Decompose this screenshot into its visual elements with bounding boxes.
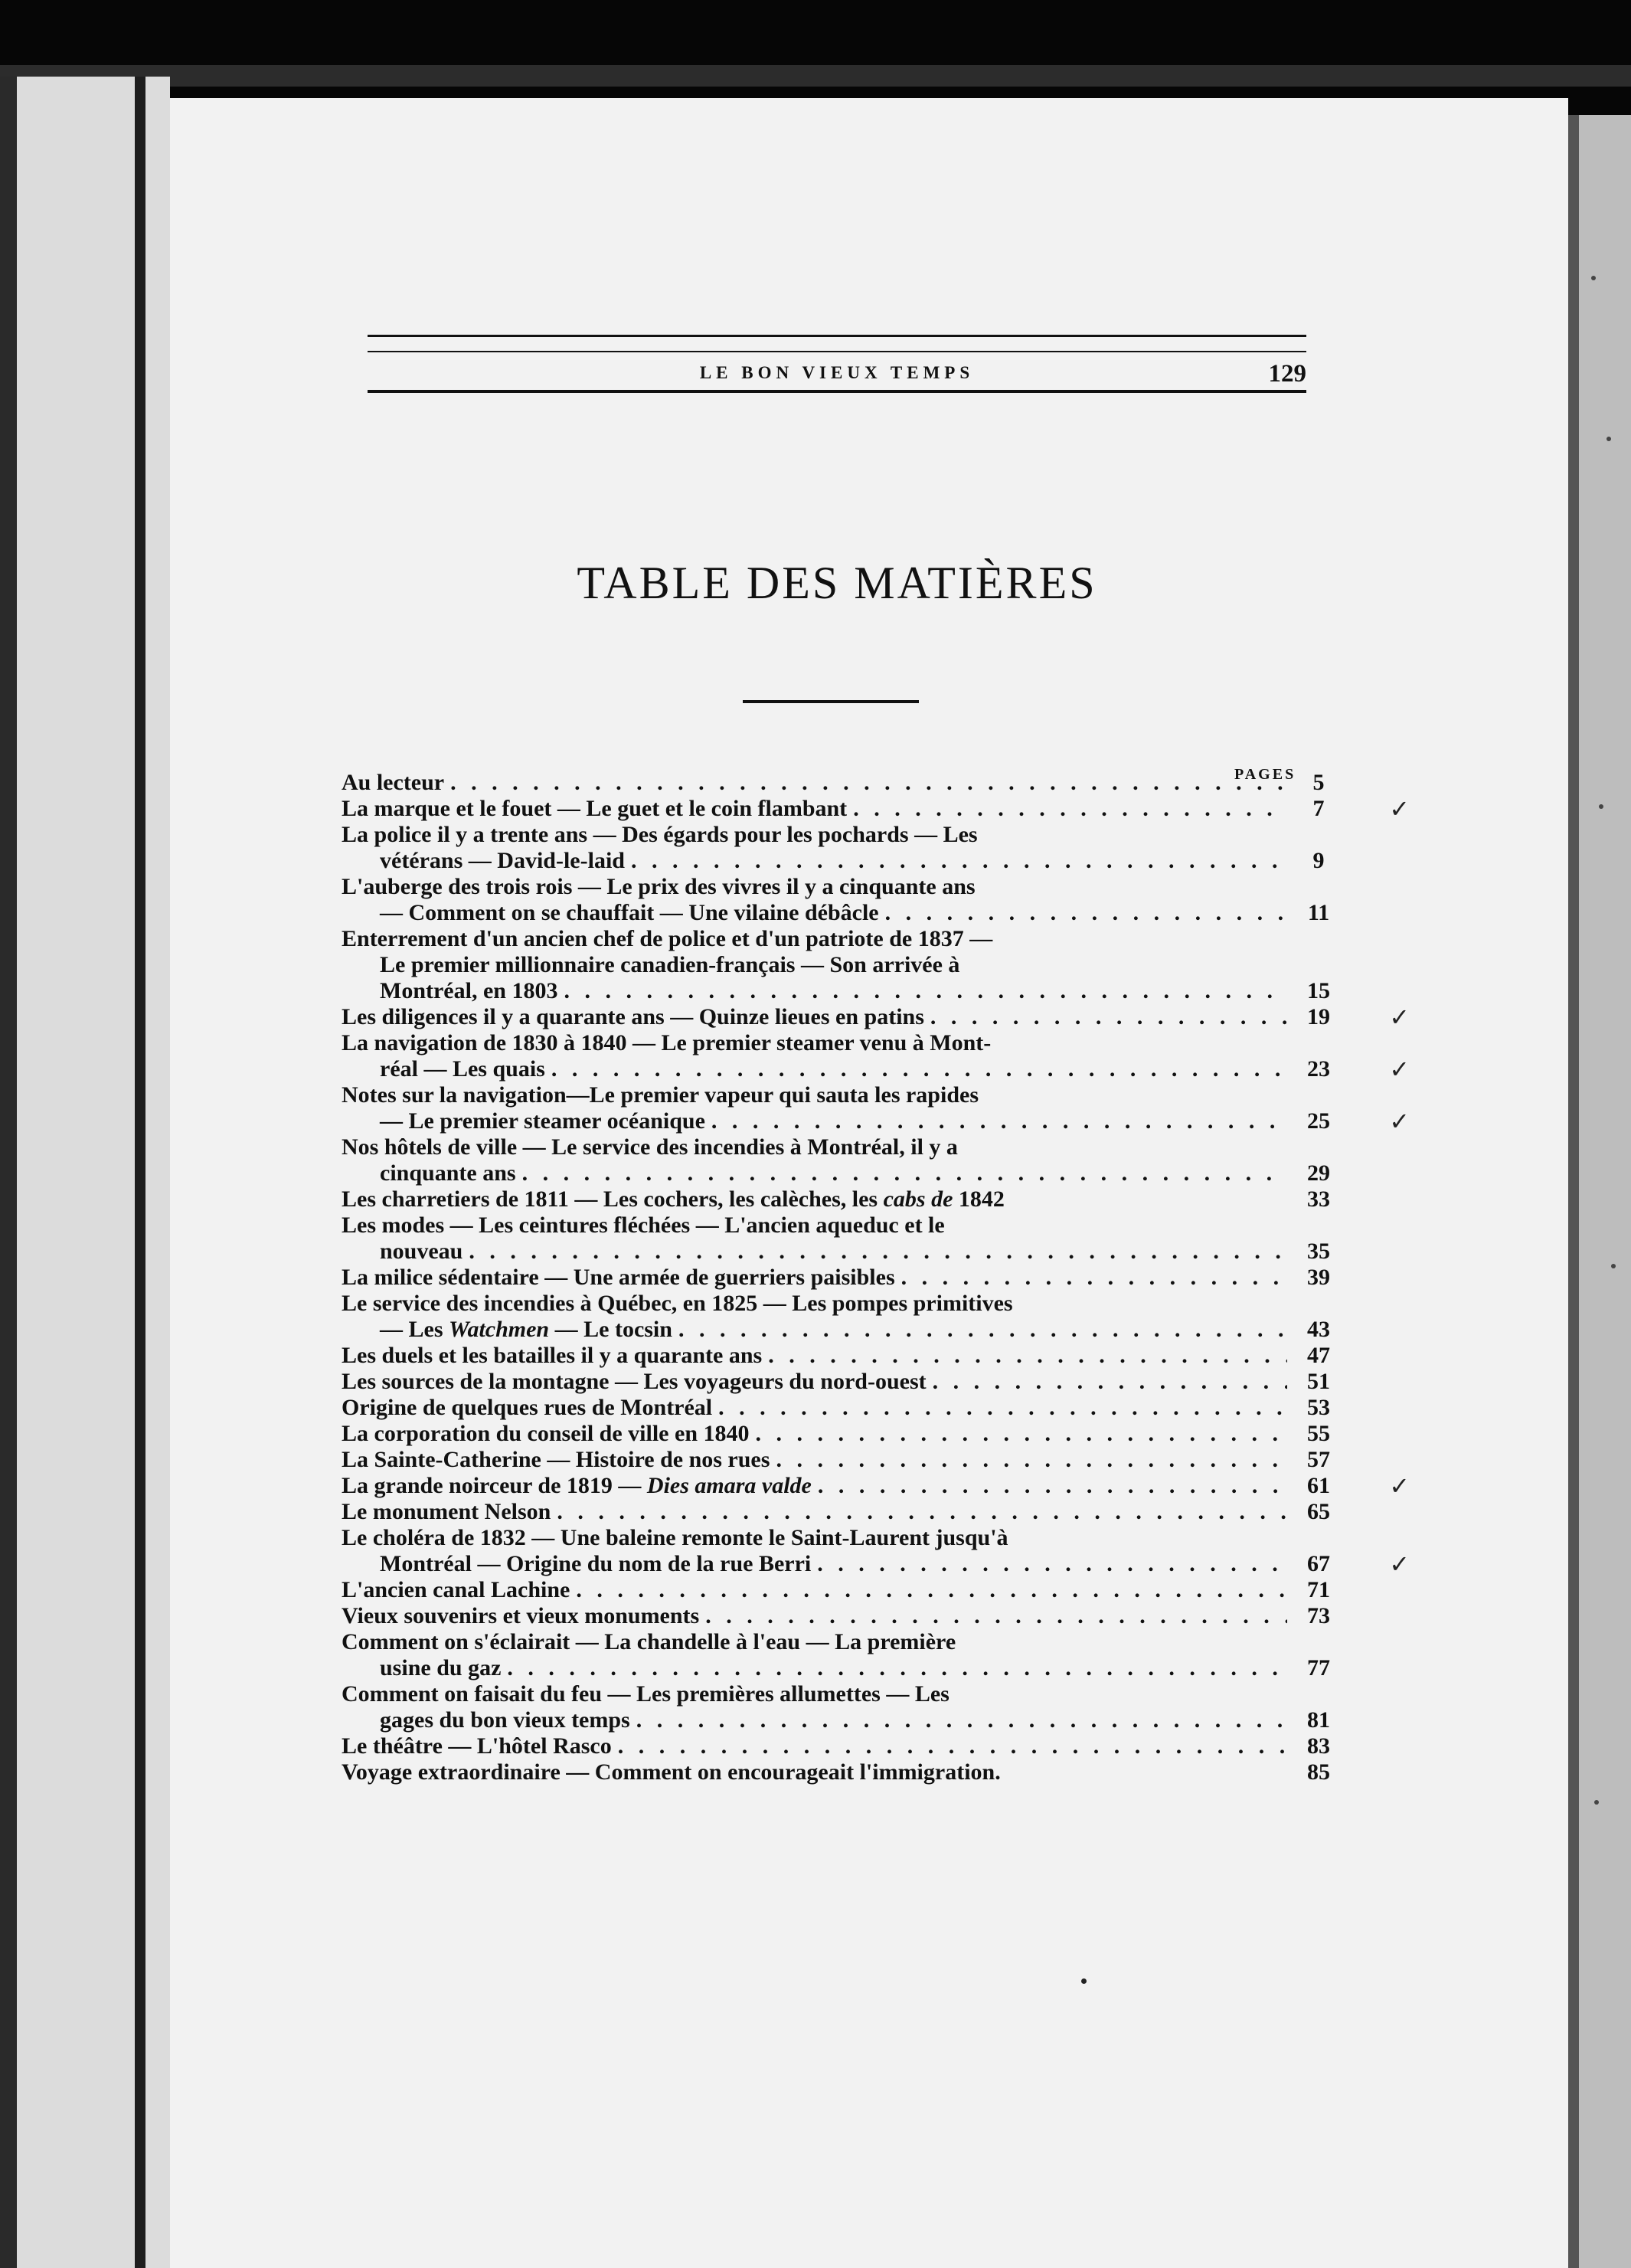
page-ref: 83 (1307, 1733, 1330, 1759)
page-ref: 39 (1307, 1265, 1330, 1290)
toc-entry (342, 1134, 1330, 1186)
header-rule-second (368, 351, 1306, 352)
page-ref: 9 (1312, 848, 1325, 873)
toc-entry-line: Le choléra de 1832 — Une baleine remonte le Saint-Laurent jusqu'à (342, 1525, 1008, 1550)
page-ref: 35 (1307, 1239, 1330, 1264)
dot-leader (818, 1473, 1287, 1499)
dot-leader (930, 1004, 1287, 1030)
page-ref: 81 (1307, 1707, 1330, 1733)
speck (1594, 1800, 1599, 1805)
toc-entry-line: réal — Les quais . . . 23 ✓ (342, 1056, 1287, 1082)
toc-entry-line: L'auberge des trois rois — Le prix des vivres il y a cinquante ans (342, 874, 976, 899)
toc-entry (342, 770, 1325, 796)
page-ref: 57 (1307, 1447, 1330, 1472)
toc-entry-line: cinquante ans . . . 29 (342, 1160, 1287, 1186)
check-mark-icon: ✓ (1389, 1472, 1410, 1500)
facing-page-edge (0, 77, 170, 2268)
toc-entry (342, 1291, 1330, 1343)
toc-entry (342, 1499, 1330, 1525)
toc-entry-line: Les duels et les batailles il y a quarante ans . . . 47 (342, 1343, 1287, 1369)
dot-leader (705, 1603, 1287, 1629)
toc-entry (342, 1733, 1330, 1759)
toc-entry-line: Vieux souvenirs et vieux monuments . . . 73 (342, 1603, 1287, 1629)
pages-column-label: PAGES (1234, 766, 1296, 783)
toc-entry (342, 795, 1410, 823)
toc-entry (342, 1759, 1330, 1785)
toc-entry-line: nouveau . . . 35 (342, 1239, 1287, 1265)
toc-entry-line: Le premier millionnaire canadien-français — Son arrivée à (380, 952, 960, 977)
toc-entry-line: Les sources de la montagne — Les voyageurs du nord-ouest . . . 51 (342, 1369, 1287, 1395)
toc-entry (342, 1603, 1330, 1629)
page-ref: 71 (1307, 1577, 1330, 1602)
dot-leader (618, 1733, 1287, 1759)
page-ref: 65 (1307, 1499, 1330, 1524)
header-rule-top (368, 335, 1306, 337)
dot-leader (522, 1160, 1287, 1186)
toc-entry-line: La Sainte-Catherine — Histoire de nos rues . . . 57 (342, 1447, 1287, 1473)
toc-entry (342, 1472, 1410, 1500)
page-ref: 11 (1307, 900, 1330, 925)
toc-entry-line: Le monument Nelson . . . 65 (342, 1499, 1287, 1525)
check-mark-icon: ✓ (1389, 1055, 1410, 1083)
toc-entry-line: gages du bon vieux temps . . . 81 (342, 1707, 1287, 1733)
dot-leader (711, 1108, 1287, 1134)
toc-entry-line: La milice sédentaire — Une armée de guerriers paisibles . . . 39 (342, 1265, 1287, 1291)
page-ref: 55 (1307, 1421, 1330, 1446)
page-ref: 73 (1307, 1603, 1330, 1628)
dot-leader (885, 900, 1287, 926)
toc-entry-line: — Le premier steamer océanique . . . 25 ✓ (342, 1108, 1287, 1134)
toc-entry-line: L'ancien canal Lachine . . . 71 (342, 1577, 1287, 1603)
speck (1611, 1264, 1616, 1268)
left-shadow (0, 77, 17, 2268)
dot-leader (718, 1395, 1287, 1421)
toc-entry (342, 1525, 1410, 1578)
dot-leader (776, 1447, 1287, 1473)
toc-entry-line: Comment on faisait du feu — Les premières allumettes — Les (342, 1681, 950, 1707)
toc-entry (342, 1395, 1330, 1421)
toc-entry-line: Le service des incendies à Québec, en 1825 — Les pompes primitives (342, 1291, 1013, 1316)
dot-leader (551, 1056, 1287, 1082)
toc-entry-line: La corporation du conseil de ville en 1840 . . . 55 (342, 1421, 1287, 1447)
dot-leader (933, 1369, 1287, 1395)
page-ref: 29 (1307, 1160, 1330, 1186)
page-stack-edge (1568, 115, 1631, 2268)
dot-leader (678, 1317, 1287, 1343)
toc-entry-line: Origine de quelques rues de Montréal . . . 53 (342, 1395, 1287, 1421)
check-mark-icon: ✓ (1389, 1108, 1410, 1135)
check-mark-icon: ✓ (1389, 795, 1410, 823)
toc-entry-line: La police il y a trente ans — Des égards pour les pochards — Les (342, 822, 978, 847)
toc-entry-line: — Comment on se chauffait — Une vilaine débâcle . . . 11 (342, 900, 1287, 926)
toc-entry-line: vétérans — David-le-laid . . . 9 (342, 848, 1287, 874)
page-ref: 19 (1307, 1004, 1330, 1029)
toc-entry (342, 1003, 1410, 1031)
dot-leader (768, 1343, 1287, 1369)
page-stack-shadow (1568, 115, 1579, 2268)
dot-leader (507, 1655, 1287, 1681)
toc-entry-line: usine du gaz . . . 77 (342, 1655, 1287, 1681)
dot-leader (564, 978, 1287, 1004)
page-number: 129 (1268, 360, 1306, 388)
toc-entry-line: Notes sur la navigation—Le premier vapeur qui sauta les rapides (342, 1082, 979, 1108)
dot-leader (901, 1265, 1287, 1291)
page-ref: 85 (1307, 1759, 1330, 1785)
page-ref: 43 (1307, 1317, 1330, 1342)
page-ref: 67 (1307, 1551, 1330, 1576)
speck (1591, 276, 1596, 280)
toc-entry (342, 1577, 1330, 1603)
header-rule-bottom (368, 390, 1306, 393)
toc-entry-line: Voyage extraordinaire — Comment on encourageait l'immigration. 85 (342, 1759, 1287, 1785)
page-ref: 51 (1307, 1369, 1330, 1394)
check-mark-icon: ✓ (1389, 1003, 1410, 1031)
page-ref: 61 (1307, 1473, 1330, 1498)
page-ref: 33 (1307, 1186, 1330, 1212)
dot-leader (450, 770, 1287, 796)
toc-entry-line: Au lecteur . . . 5 (342, 770, 1287, 796)
page-ref: 5 (1312, 770, 1325, 795)
page-ref: 47 (1307, 1343, 1330, 1368)
toc-entry (342, 1369, 1330, 1395)
toc-entry-line: Les modes — Les ceintures fléchées — L'ancien aqueduc et le (342, 1213, 945, 1238)
dot-leader (576, 1577, 1287, 1603)
dot-leader (853, 796, 1287, 822)
check-mark-icon: ✓ (1389, 1550, 1410, 1578)
toc-entry (342, 1681, 1330, 1733)
running-title: LE BON VIEUX TEMPS (699, 363, 975, 382)
page-ref: 7 (1312, 796, 1325, 821)
toc-entry-line: Montréal, en 1803 . . . 15 (342, 978, 1287, 1004)
toc-entry-line: Enterrement d'un ancien chef de police et d'un patriote de 1837 — (342, 926, 993, 951)
dot-leader (469, 1239, 1287, 1265)
toc-entry-line: Comment on s'éclairait — La chandelle à l'eau — La première (342, 1629, 956, 1654)
toc-entry (342, 1213, 1330, 1265)
toc-entry (342, 926, 1330, 1004)
toc-entry-line: La navigation de 1830 à 1840 — Le premier steamer venu à Mont- (342, 1030, 992, 1055)
dot-leader (636, 1707, 1287, 1733)
toc-title: TABLE DES MATIÈRES (577, 558, 1097, 608)
page-speck (1081, 1978, 1087, 1984)
page-ref: 77 (1307, 1655, 1330, 1681)
speck (1606, 437, 1611, 441)
toc-entry-line: Nos hôtels de ville — Le service des incendies à Montréal, il y a (342, 1134, 958, 1160)
book-spine (135, 77, 145, 2268)
scan-top-shadow (0, 65, 1631, 87)
toc-entry (342, 1030, 1410, 1083)
dot-leader (631, 848, 1287, 874)
dot-leader (756, 1421, 1288, 1447)
toc-entries (342, 770, 1410, 1785)
speck (1599, 804, 1603, 809)
toc-entry (342, 1186, 1330, 1213)
dot-leader (557, 1499, 1287, 1525)
toc-entry (342, 822, 1325, 874)
title-underline (743, 700, 919, 703)
page-ref: 25 (1307, 1108, 1330, 1134)
toc-entry (342, 1447, 1330, 1473)
toc-entry-line: La marque et le fouet — Le guet et le coin flambant . . . 7 ✓ (342, 796, 1287, 822)
toc-entry-line: Les charretiers de 1811 — Les cochers, les calèches, les cabs de 1842 33 (342, 1186, 1287, 1213)
page-ref: 53 (1307, 1395, 1330, 1420)
dot-leader (817, 1551, 1287, 1577)
page-ref: 23 (1307, 1056, 1330, 1082)
running-header (368, 360, 1306, 386)
toc-entry (342, 1265, 1330, 1291)
toc-entry-line: Montréal — Origine du nom de la rue Berri . . . 67 ✓ (342, 1551, 1287, 1577)
toc-entry (342, 1343, 1330, 1369)
page-ref: 15 (1307, 978, 1330, 1003)
toc-entry-line: La grande noirceur de 1819 — Dies amara valde . . . 61 ✓ (342, 1473, 1287, 1499)
toc-entry (342, 1421, 1330, 1447)
toc-entry-line: Les diligences il y a quarante ans — Quinze lieues en patins . . . 19 ✓ (342, 1004, 1287, 1030)
toc-entry-line: — Les Watchmen — Le tocsin . . . 43 (342, 1317, 1287, 1343)
toc-entry (342, 874, 1330, 926)
toc-entry (342, 1082, 1410, 1135)
toc-entry (342, 1629, 1330, 1681)
toc-entry-line: Le théâtre — L'hôtel Rasco . . . 83 (342, 1733, 1287, 1759)
